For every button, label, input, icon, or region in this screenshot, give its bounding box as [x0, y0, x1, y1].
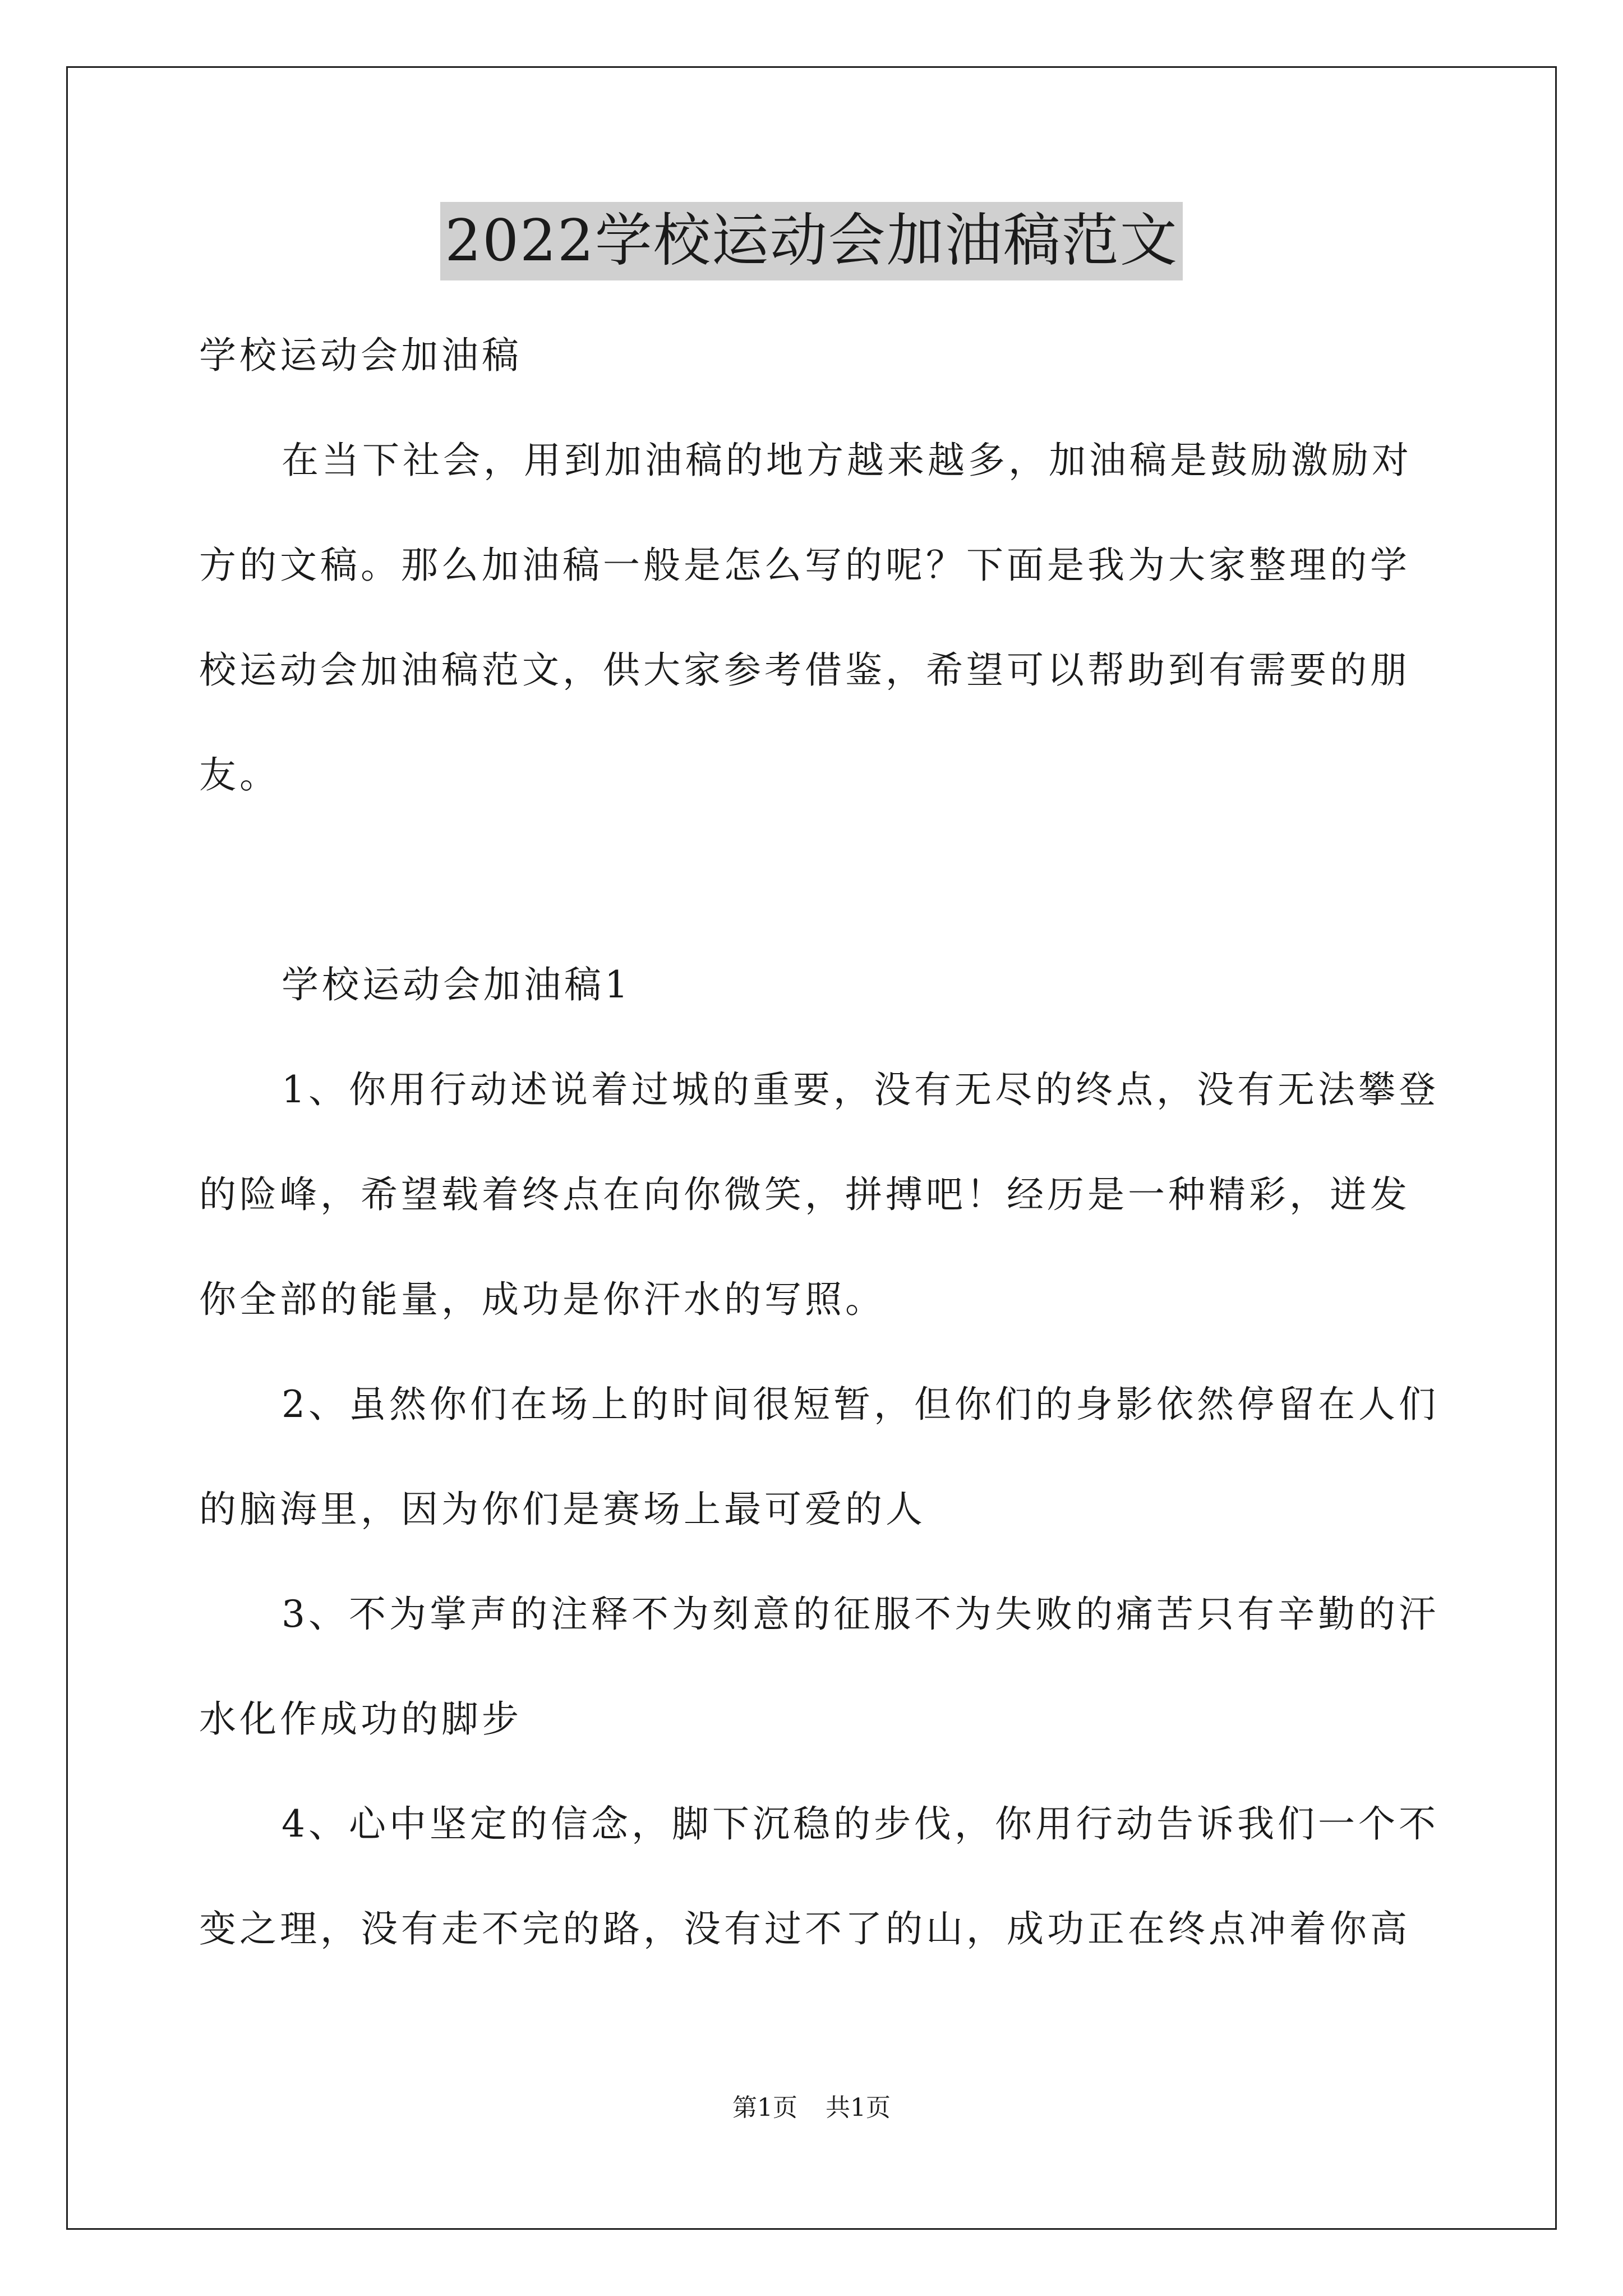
item-1-line: 1、你用行动述说着过城的重要，没有无尽的终点，没有无法攀登	[282, 1068, 1439, 1111]
item-2-line: 2、虽然你们在场上的时间很短暂，但你们的身影依然停留在人们	[282, 1383, 1439, 1426]
document-title: 2022学校运动会加油稿范文	[440, 202, 1183, 280]
item-4-line: 4、心中坚定的信念，脚下沉稳的步伐，你用行动告诉我们一个不	[282, 1802, 1439, 1846]
item-3-line: 3、不为掌声的注释不为刻意的征服不为失败的痛苦只有辛勤的汗	[282, 1593, 1439, 1636]
page-number-total: 共1页	[826, 2093, 891, 2122]
item-3-line: 水化作成功的脚步	[199, 1697, 522, 1741]
document-body	[199, 303, 1439, 1981]
intro-line: 方的文稿。那么加油稿一般是怎么写的呢？下面是我为大家整理的学	[199, 544, 1410, 587]
intro-line: 友。	[199, 753, 280, 797]
intro-line: 校运动会加油稿范文，供大家参考借鉴，希望可以帮助到有需要的朋	[199, 648, 1410, 692]
page-footer	[0, 2091, 1623, 2125]
intro-line: 在当下社会，用到加油稿的地方越来越多，加油稿是鼓励激励对	[282, 439, 1412, 482]
item-2-line: 的脑海里，因为你们是赛场上最可爱的人	[199, 1488, 926, 1531]
item-1-line: 你全部的能量，成功是你汗水的写照。	[199, 1278, 886, 1321]
section-heading: 学校运动会加油稿1	[282, 963, 631, 1006]
paragraph-gap	[199, 827, 1433, 932]
title-container	[0, 202, 1623, 280]
page-number-current: 第1页	[732, 2093, 797, 2122]
item-1-line: 的险峰，希望载着终点在向你微笑，拼搏吧！经历是一种精彩，迸发	[199, 1173, 1410, 1216]
item-4-line: 变之理，没有走不完的路，没有过不了的山，成功正在终点冲着你高	[199, 1907, 1410, 1950]
document-subtitle: 学校运动会加油稿	[199, 334, 522, 377]
